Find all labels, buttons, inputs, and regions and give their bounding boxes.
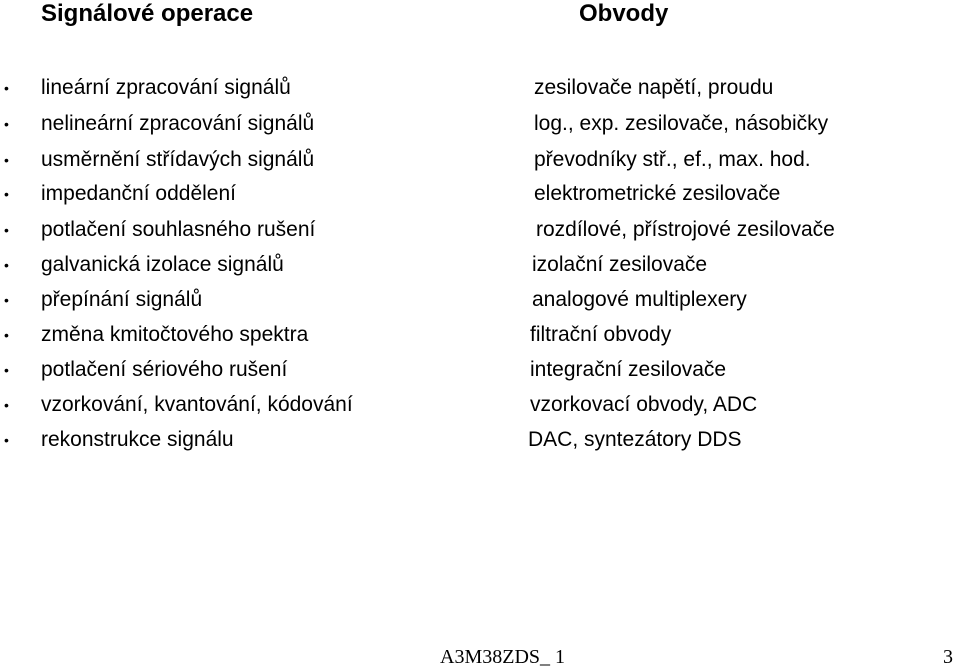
circuit-text: převodníky stř., ef., max. hod.: [534, 148, 811, 171]
bullet-icon: •: [4, 327, 9, 343]
circuit-text: elektrometrické zesilovače: [534, 182, 781, 205]
operation-text: rekonstrukce signálu: [41, 428, 234, 451]
bullet-icon: •: [4, 432, 9, 448]
list-item: [0, 218, 960, 254]
operation-text: potlačení sériového rušení: [41, 358, 288, 381]
list-item: [0, 112, 960, 148]
operation-text: změna kmitočtového spektra: [41, 323, 309, 346]
list-item: [0, 323, 960, 359]
course-code: A3M38ZDS_ 1: [440, 646, 566, 668]
list-item: [0, 182, 960, 218]
heading-signal-operations: Signálové operace: [41, 0, 254, 27]
operation-text: usměrnění střídavých signálů: [41, 148, 315, 171]
operation-text: nelineární zpracování signálů: [41, 112, 315, 135]
bullet-icon: •: [4, 257, 9, 273]
list-item: [0, 428, 960, 464]
circuit-text: rozdílové, přístrojové zesilovače: [536, 218, 835, 241]
circuit-text: DAC, syntezátory DDS: [528, 428, 742, 451]
list-item: [0, 358, 960, 394]
list-item: [0, 288, 960, 324]
bullet-icon: •: [4, 152, 9, 168]
bullet-icon: •: [4, 292, 9, 308]
list-item: [0, 148, 960, 184]
circuit-text: vzorkovací obvody, ADC: [530, 393, 758, 416]
list-item: [0, 253, 960, 289]
bullet-icon: •: [4, 362, 9, 378]
list-item: [0, 393, 960, 429]
circuit-text: filtrační obvody: [530, 323, 672, 346]
circuit-text: integrační zesilovače: [530, 358, 727, 381]
list-item: [0, 76, 960, 112]
bullet-icon: •: [4, 397, 9, 413]
bullet-icon: •: [4, 222, 9, 238]
heading-circuits: Obvody: [579, 0, 669, 27]
operation-text: přepínání signálů: [41, 288, 203, 311]
operation-text: galvanická izolace signálů: [41, 253, 284, 276]
operation-text: lineární zpracování signálů: [41, 76, 291, 99]
circuit-text: zesilovače napětí, proudu: [534, 76, 774, 99]
circuit-text: izolační zesilovače: [532, 253, 708, 276]
bullet-icon: •: [4, 186, 9, 202]
bullet-icon: •: [4, 116, 9, 132]
operation-text: vzorkování, kvantování, kódování: [41, 393, 353, 416]
operation-text: potlačení souhlasného rušení: [41, 218, 316, 241]
circuit-text: log., exp. zesilovače, násobičky: [534, 112, 829, 135]
operation-text: impedanční oddělení: [41, 182, 236, 205]
page-number: 3: [943, 646, 953, 668]
bullet-icon: •: [4, 80, 9, 96]
circuit-text: analogové multiplexery: [532, 288, 747, 311]
